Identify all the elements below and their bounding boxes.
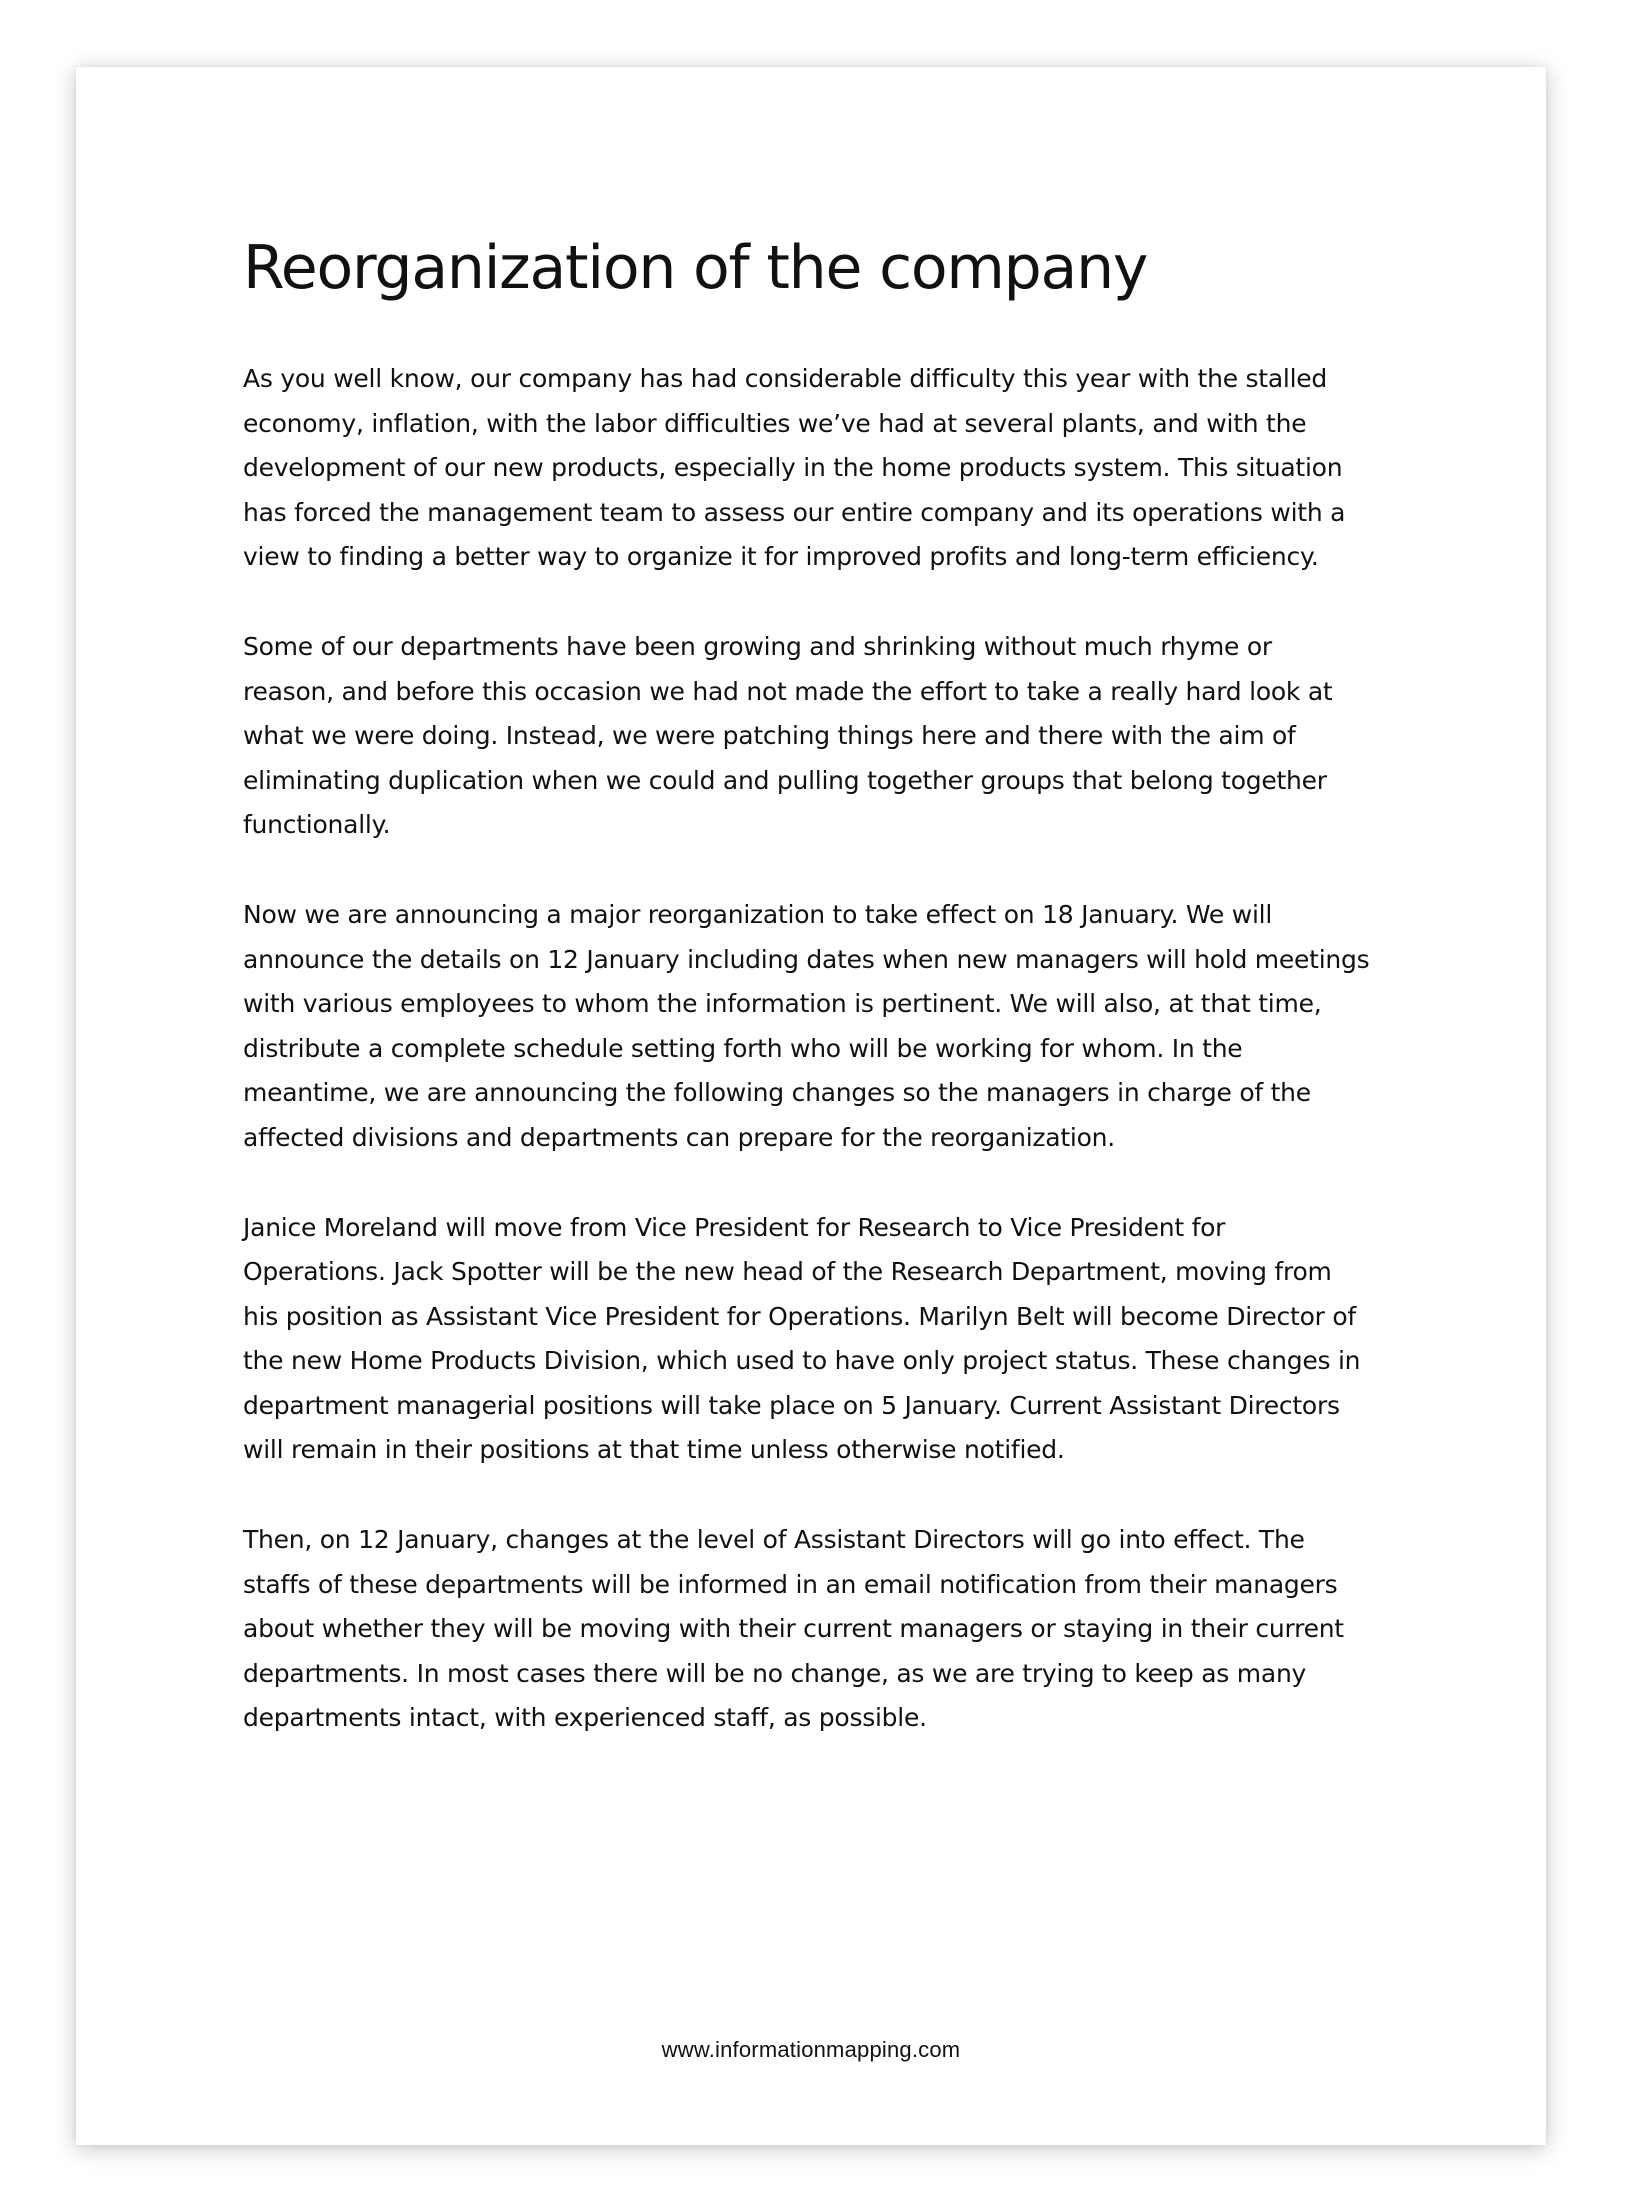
text-line: Janice Moreland will move from Vice President for Research to Vice President for — [243, 1212, 1226, 1242]
text-line: Operations. Jack Spotter will be the new head of the Research Department, moving from — [243, 1257, 1332, 1287]
text-line: about whether they will be moving with their current managers or staying in their current — [243, 1614, 1344, 1644]
text-line: reason, and before this occasion we had not made the effort to take a really hard look at — [243, 676, 1333, 706]
text-line: view to finding a better way to organize it for improved profits and long-term efficiency. — [243, 542, 1319, 572]
text-line: what we were doing. Instead, we were patching things here and there with the aim of — [243, 721, 1296, 751]
document-body — [243, 357, 1483, 1741]
text-line: staffs of these departments will be informed in an email notification from their managers — [243, 1569, 1338, 1599]
paragraph-personnel-changes — [243, 1206, 1483, 1474]
text-line: announce the details on 12 January including dates when new managers will hold meetings — [243, 944, 1370, 974]
text-line: Now we are announcing a major reorganization to take effect on 18 January. We will — [243, 899, 1273, 929]
text-line: departments. In most cases there will be no change, as we are trying to keep as many — [243, 1658, 1307, 1688]
text-line: As you well know, our company has had considerable difficulty this year with the stalled — [243, 364, 1328, 393]
text-line: distribute a complete schedule setting forth who will be working for whom. In the — [243, 1033, 1243, 1063]
paragraph-departments — [243, 625, 1483, 848]
text-line: eliminating duplication when we could and pulling together groups that belong together — [243, 765, 1327, 795]
document-title: Reorganization of the company — [243, 233, 1148, 303]
text-line: will remain in their positions at that time unless otherwise notified. — [243, 1435, 1065, 1465]
paragraph-announcement — [243, 893, 1483, 1161]
text-line: has forced the management team to assess our entire company and its operations with a — [243, 497, 1346, 527]
text-line: Some of our departments have been growing and shrinking without much rhyme or — [243, 631, 1272, 661]
text-line: development of our new products, especially in the home products system. This situation — [243, 453, 1343, 483]
text-line: economy, inflation, with the labor difficulties we’ve had at several plants, and with the — [243, 408, 1307, 438]
text-line: his position as Assistant Vice President for Operations. Marilyn Belt will become Director of — [243, 1301, 1356, 1331]
footer-url: www.informationmapping.com — [661, 2037, 961, 2062]
paragraph-intro — [243, 357, 1483, 580]
text-line: the new Home Products Division, which used to have only project status. These changes in — [243, 1346, 1361, 1376]
text-line: affected divisions and departments can prepare for the reorganization. — [243, 1122, 1115, 1152]
document-content — [243, 227, 1483, 1786]
text-line: department managerial positions will take place on 5 January. Current Assistant Directors — [243, 1390, 1340, 1420]
text-line: departments intact, with experienced staff, as possible. — [243, 1703, 927, 1733]
document-page — [76, 67, 1546, 2145]
text-line: with various employees to whom the information is pertinent. We will also, at that time, — [243, 989, 1322, 1019]
text-line: functionally. — [243, 810, 391, 840]
text-line: meantime, we are announcing the following changes so the managers in charge of the — [243, 1078, 1311, 1108]
text-line: Then, on 12 January, changes at the level of Assistant Directors will go into effect. The — [243, 1525, 1305, 1555]
paragraph-assistant-directors — [243, 1518, 1483, 1741]
